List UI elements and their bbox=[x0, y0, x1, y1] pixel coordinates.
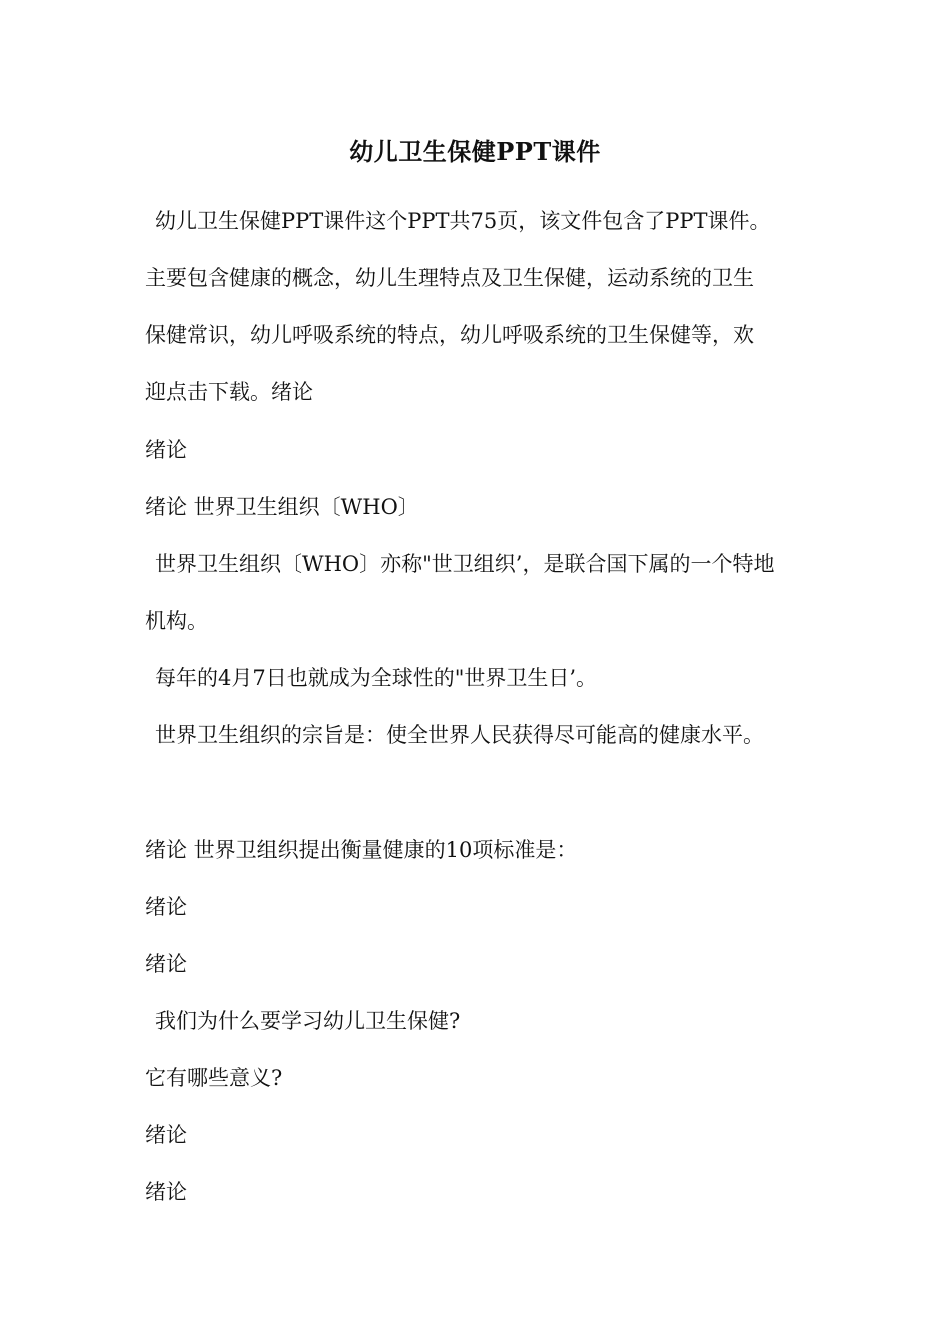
section-heading: 绪论 bbox=[145, 438, 187, 462]
section-heading: 绪论 世界卫组织提出衡量健康的10项标准是： bbox=[145, 838, 578, 862]
paragraph-line: 我们为什么要学习幼儿卫生保健? bbox=[155, 1009, 461, 1033]
paragraph-line: 幼儿卫生保健PPT课件这个PPT共75页，该文件包含了PPT课件。 bbox=[155, 209, 771, 233]
paragraph-line: 世界卫生组织的宗旨是：使全世界人民获得尽可能高的健康水平。 bbox=[155, 723, 764, 747]
section-heading: 绪论 世界卫生组织〔WHO〕 bbox=[145, 495, 419, 519]
paragraph-line: 迎点击下载。绪论 bbox=[145, 380, 313, 404]
section-heading: 绪论 bbox=[145, 895, 187, 919]
paragraph-line: 机构。 bbox=[145, 609, 208, 633]
paragraph-line: 它有哪些意义? bbox=[145, 1066, 283, 1090]
paragraph-line: 主要包含健康的概念，幼儿生理特点及卫生保健，运动系统的卫生 bbox=[145, 266, 754, 290]
section-heading: 绪论 bbox=[145, 1123, 187, 1147]
document-title: 幼儿卫生保健PPT课件 bbox=[349, 137, 601, 166]
section-heading: 绪论 bbox=[145, 952, 187, 976]
paragraph-line: 每年的4月7日也就成为全球性的"世界卫生日’。 bbox=[155, 666, 598, 690]
paragraph-line: 世界卫生组织〔WHO〕亦称"世卫组织’，是联合国下属的一个特地 bbox=[155, 552, 775, 576]
section-heading: 绪论 bbox=[145, 1180, 187, 1204]
paragraph-line: 保健常识，幼儿呼吸系统的特点，幼儿呼吸系统的卫生保健等，欢 bbox=[145, 323, 754, 347]
